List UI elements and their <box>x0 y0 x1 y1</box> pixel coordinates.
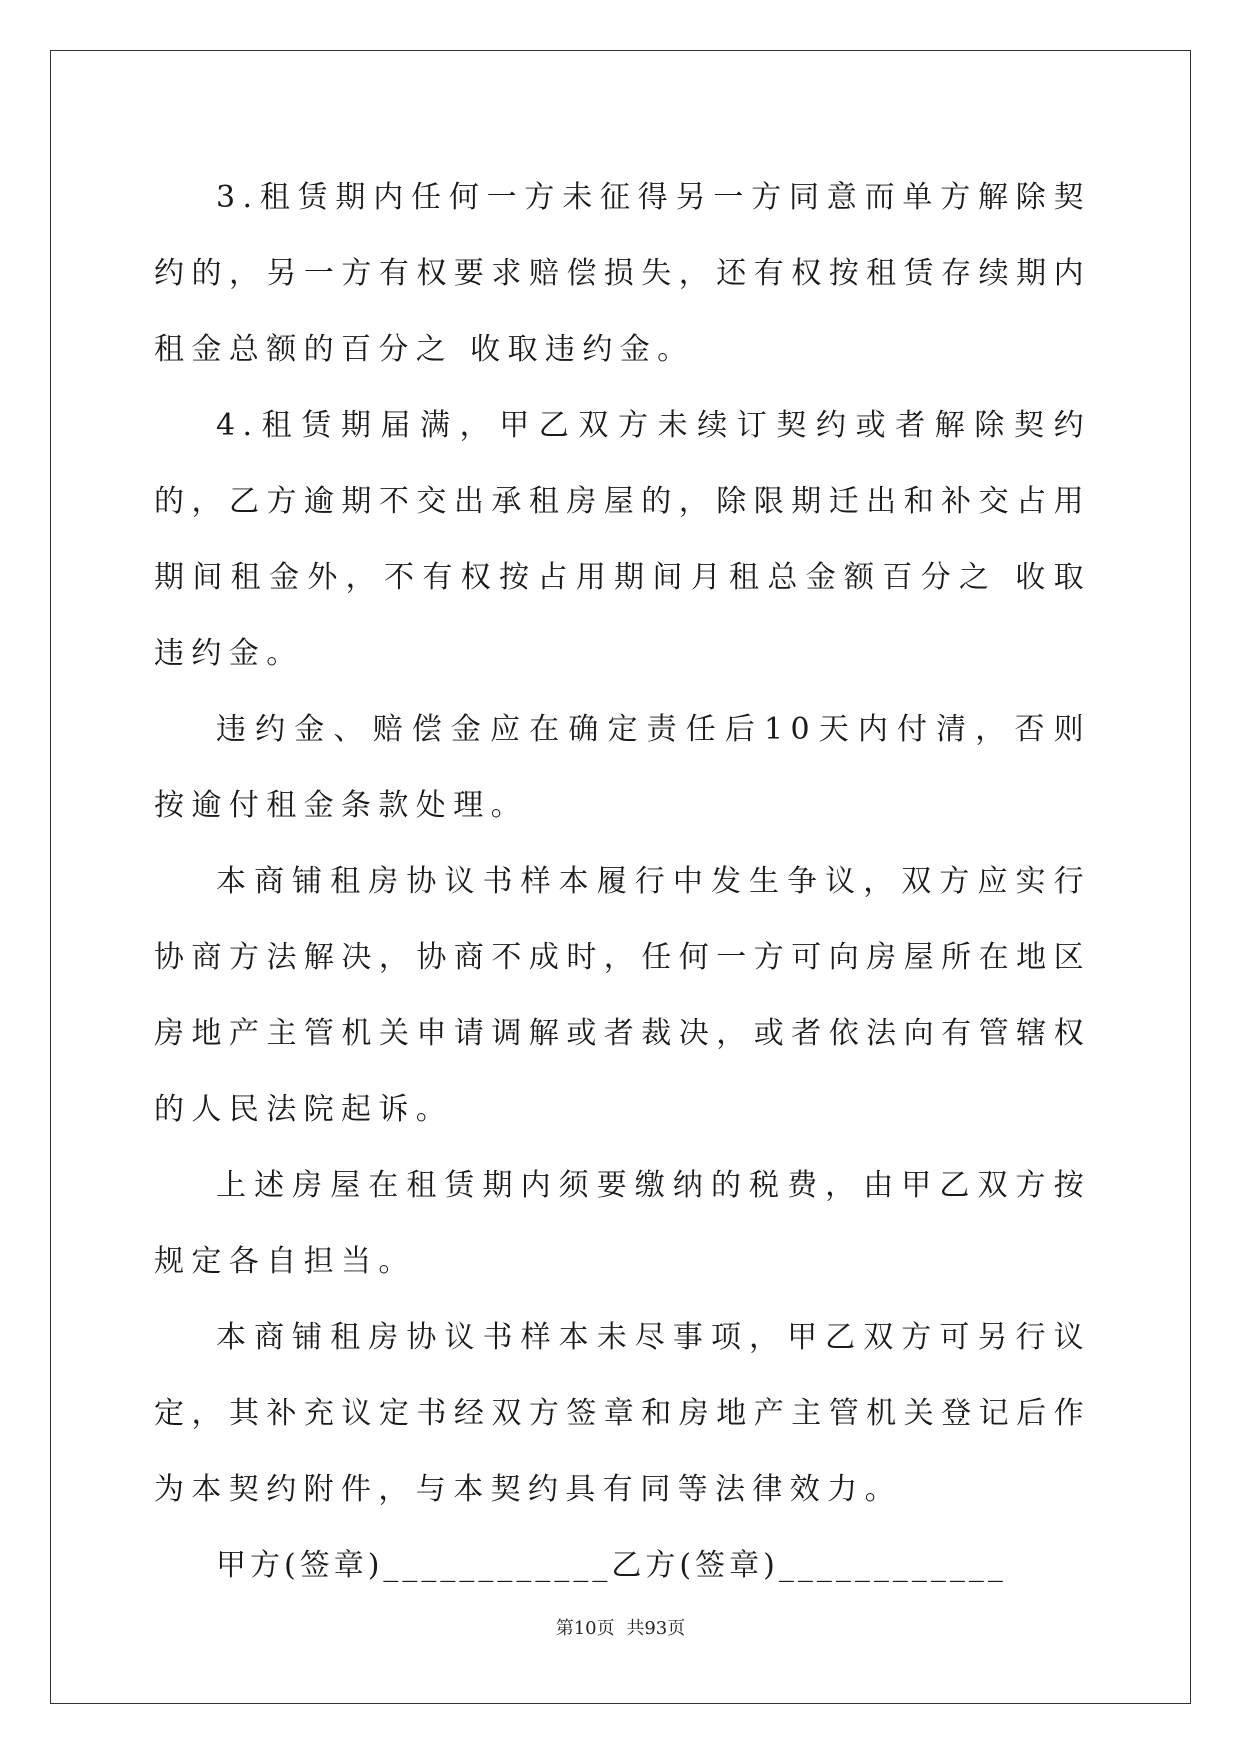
page-number-footer: 第10页 共93页 <box>555 1618 686 1639</box>
paragraph-taxes: 上述房屋在租赁期内须要缴纳的税费，由甲乙双方按规定各自担当。 <box>154 1168 1091 1279</box>
paragraph-penalty-payment: 违约金、赔偿金应在确定责任后10天内付清，否则按逾付租金条款处理。 <box>154 712 1091 823</box>
paragraph-dispute-resolution: 本商铺租房协议书样本履行中发生争议，双方应实行协商方法解决，协商不成时，任何一方可向房屋所在地区房地产主管机关申请调解或者裁决，或者依法向有管辖权的人民法院起诉。 <box>154 864 1091 1127</box>
document-body <box>154 160 1091 1604</box>
paragraph-clause-4: 4.租赁期届满，甲乙双方未续订契约或者解除契约的，乙方逾期不交出承租房屋的，除限期迁出和补交占用期间租金外，不有权按占用期间月租总金额百分之 收取违约金。 <box>154 408 1091 671</box>
signature-line: 甲方(签章)____________乙方(签章)____________ <box>216 1548 1007 1583</box>
paragraph-clause-3: 3.租赁期内任何一方未征得另一方同意而单方解除契约的，另一方有权要求赔偿损失，还有权按租赁存续期内租金总额的百分之 收取违约金。 <box>154 180 1091 367</box>
paragraph-supplementary-terms: 本商铺租房协议书样本未尽事项，甲乙双方可另行议定，其补充议定书经双方签章和房地产主管机关登记后作为本契约附件，与本契约具有同等法律效力。 <box>154 1320 1091 1507</box>
